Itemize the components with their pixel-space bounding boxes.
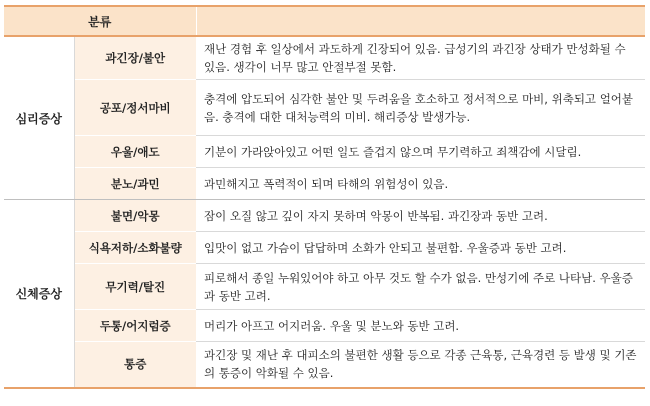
symptom-cell: 분노/과민 xyxy=(74,168,196,200)
description-cell: 기분이 가라앉아있고 어떤 일도 즐겁지 않으며 무기력하고 죄책감에 시달림. xyxy=(196,136,645,168)
category-cell: 심리증상 xyxy=(4,36,74,200)
table-row xyxy=(4,310,645,342)
description-cell: 입맛이 없고 가슴이 답답하며 소화가 안되고 불편함. 우울증과 동반 고려. xyxy=(196,232,645,264)
symptom-cell: 식욕저하/소화불량 xyxy=(74,232,196,264)
header-description xyxy=(196,6,645,36)
table-row xyxy=(4,232,645,264)
table-row xyxy=(4,168,645,200)
header-row xyxy=(4,6,645,36)
table-row xyxy=(4,36,645,80)
table-row xyxy=(4,342,645,388)
symptom-cell: 무기력/탈진 xyxy=(74,264,196,310)
table-row xyxy=(4,80,645,136)
description-cell: 과민해지고 폭력적이 되며 타해의 위험성이 있음. xyxy=(196,168,645,200)
description-cell: 충격에 압도되어 심각한 불안 및 두려움을 호소하고 정서적으로 마비, 위축되고 얼어붙음. 충격에 대한 대처능력의 미비. 해리증상 발생가능. xyxy=(196,80,645,136)
description-cell: 잠이 오질 않고 깊이 자지 못하며 악몽이 반복됨. 과긴장과 동반 고려. xyxy=(196,200,645,232)
symptom-cell: 과긴장/불안 xyxy=(74,36,196,80)
table-row xyxy=(4,264,645,310)
header-category: 분류 xyxy=(4,6,196,36)
category-cell: 신체증상 xyxy=(4,200,74,388)
description-cell: 피로해서 종일 누워있어야 하고 아무 것도 할 수가 없음. 만성기에 주로 나타남. 우울증과 동반 고려. xyxy=(196,264,645,310)
symptom-cell: 통증 xyxy=(74,342,196,388)
description-cell: 머리가 아프고 어지러움. 우울 및 분노와 동반 고려. xyxy=(196,310,645,342)
table-row xyxy=(4,200,645,232)
symptom-cell: 두통/어지럼증 xyxy=(74,310,196,342)
description-cell: 재난 경험 후 일상에서 과도하게 긴장되어 있음. 급성기의 과긴장 상태가 만성화될 수 있음. 생각이 너무 많고 안절부절 못함. xyxy=(196,36,645,80)
symptom-table xyxy=(4,5,645,389)
symptom-cell: 공포/정서마비 xyxy=(74,80,196,136)
table-row xyxy=(4,136,645,168)
description-cell: 과긴장 및 재난 후 대피소의 불편한 생활 등으로 각종 근육통, 근육경련 등 발생 및 기존의 통증이 악화될 수 있음. xyxy=(196,342,645,388)
symptom-cell: 불면/악몽 xyxy=(74,200,196,232)
symptom-cell: 우울/애도 xyxy=(74,136,196,168)
